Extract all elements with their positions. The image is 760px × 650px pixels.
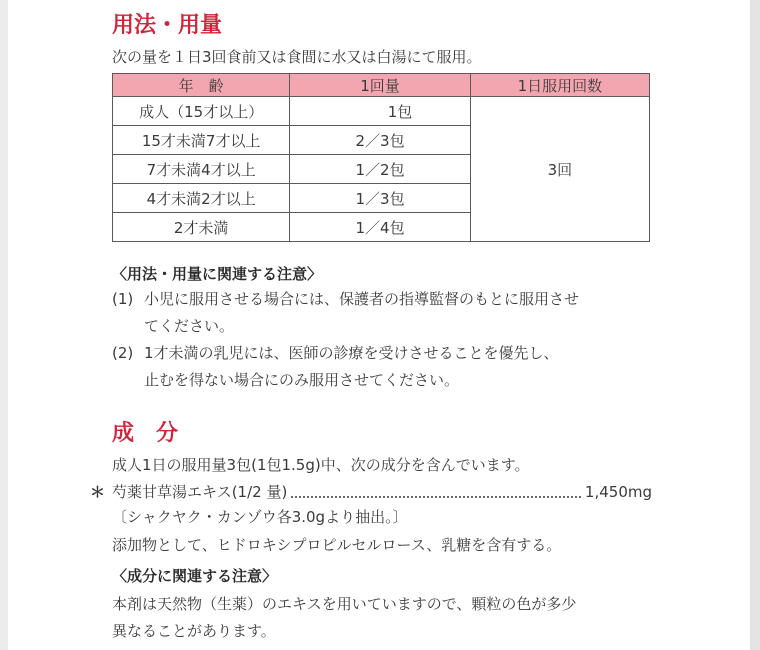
header-times: 1日服用回数 — [470, 74, 649, 97]
usage-note-2 — [112, 340, 559, 394]
ingredients-heading: 成 分 — [112, 421, 179, 446]
ingredient-note-line2: 異なることがあります。 — [112, 622, 276, 640]
amount-cell: 1／4包 — [290, 213, 470, 242]
amount-cell: 1包 — [290, 97, 470, 126]
age-cell: 成人（15才以上） — [113, 97, 290, 126]
ingredient-additives: 添加物として、ヒドロキシプロピルセルロース、乳糖を含有する。 — [112, 536, 562, 554]
header-dose: 1回量 — [290, 74, 470, 97]
amount-cell: 1／2包 — [290, 155, 470, 184]
asterisk-mark: ＊ — [90, 483, 106, 501]
page-edge-shadow — [750, 0, 760, 650]
note-text-cont: 止むを得ない場合にのみ服用させてください。 — [144, 371, 460, 389]
header-age: 年 齢 — [113, 74, 290, 97]
amount-cell: 2／3包 — [290, 126, 470, 155]
ingredient-amount: 1,450mg — [584, 482, 652, 501]
ingredient-line — [90, 481, 652, 502]
note-number: (2) — [112, 344, 134, 362]
usage-heading: 用法・用量 — [112, 13, 223, 38]
age-cell: 4才未満2才以上 — [113, 184, 290, 213]
dot-leader — [291, 488, 581, 498]
table-row — [113, 97, 650, 126]
ingredient-name: 芍薬甘草湯エキス(1/2 量) — [112, 483, 288, 501]
note-text-cont: てください。 — [144, 317, 235, 335]
dosage-table — [112, 73, 650, 242]
note-number: (1) — [112, 290, 134, 308]
ingredients-intro: 成人1日の服用量3包(1包1.5g)中、次の成分を含んでいます。 — [112, 456, 530, 474]
note-text: 1才未満の乳児には、医師の診療を受けさせることを優先し、 — [144, 344, 559, 362]
age-cell: 2才未満 — [113, 213, 290, 242]
ingredient-extract: 〔シャクヤク・カンゾウ各3.0gより抽出。〕 — [112, 508, 408, 526]
age-cell: 15才未満7才以上 — [113, 126, 290, 155]
age-cell: 7才未満4才以上 — [113, 155, 290, 184]
document-page — [8, 0, 750, 650]
usage-intro: 次の量を１日3回食前又は食間に水又は白湯にて服用。 — [112, 48, 482, 66]
usage-notes-heading: 〈用法・用量に関連する注意〉 — [112, 265, 323, 283]
amount-cell: 1／3包 — [290, 184, 470, 213]
times-cell: 3回 — [470, 97, 649, 242]
ingredient-notes-heading: 〈成分に関連する注意〉 — [112, 567, 278, 585]
usage-note-1 — [112, 286, 579, 340]
note-text: 小児に服用させる場合には、保護者の指導監督のもとに服用させ — [144, 290, 580, 308]
ingredient-note-line1: 本剤は天然物（生薬）のエキスを用いていますので、顆粒の色が多少 — [112, 595, 577, 613]
table-header-row — [113, 74, 650, 97]
